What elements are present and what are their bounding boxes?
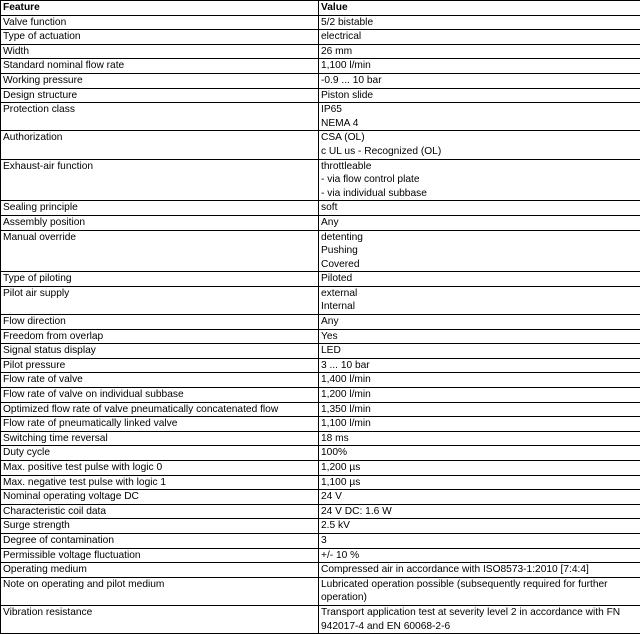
value-line: external <box>321 287 638 301</box>
value-line: IP65 <box>321 103 638 117</box>
value-line: 1,200 l/min <box>321 388 638 402</box>
table-row <box>1 15 640 30</box>
table-row <box>1 519 640 534</box>
value-line: 3 ... 10 bar <box>321 359 638 373</box>
value-cell <box>319 461 640 476</box>
value-line: detenting <box>321 231 638 245</box>
feature-cell: Degree of contamination <box>1 533 319 548</box>
feature-cell: Flow rate of pneumatically linked valve <box>1 417 319 432</box>
feature-cell: Max. negative test pulse with logic 1 <box>1 475 319 490</box>
value-cell <box>319 563 640 578</box>
value-cell <box>319 30 640 45</box>
feature-cell: Manual override <box>1 230 319 272</box>
table-row <box>1 475 640 490</box>
value-line: 5/2 bistable <box>321 16 638 30</box>
value-line: CSA (OL) <box>321 131 638 145</box>
value-line: 3 <box>321 534 638 548</box>
feature-cell: Characteristic coil data <box>1 504 319 519</box>
value-cell <box>319 315 640 330</box>
table-row <box>1 315 640 330</box>
feature-cell: Standard nominal flow rate <box>1 59 319 74</box>
value-cell <box>319 73 640 88</box>
value-cell <box>319 103 640 131</box>
table-row <box>1 504 640 519</box>
value-cell <box>319 402 640 417</box>
value-cell <box>319 504 640 519</box>
feature-cell: Note on operating and pilot medium <box>1 577 319 605</box>
table-row <box>1 131 640 159</box>
feature-cell: Valve function <box>1 15 319 30</box>
value-cell <box>319 373 640 388</box>
feature-cell: Duty cycle <box>1 446 319 461</box>
feature-cell: Sealing principle <box>1 201 319 216</box>
table-row <box>1 563 640 578</box>
value-cell <box>319 548 640 563</box>
value-line: 26 mm <box>321 45 638 59</box>
feature-cell: Flow direction <box>1 315 319 330</box>
table-row <box>1 73 640 88</box>
value-line: Piloted <box>321 272 638 286</box>
feature-cell: Operating medium <box>1 563 319 578</box>
feature-cell: Flow rate of valve on individual subbase <box>1 388 319 403</box>
value-cell <box>319 577 640 605</box>
value-cell <box>319 230 640 272</box>
value-line: Compressed air in accordance with ISO8573-1:2010 [7:4:4] <box>321 563 638 577</box>
table-row <box>1 533 640 548</box>
value-line: NEMA 4 <box>321 117 638 131</box>
value-line: Pushing <box>321 244 638 258</box>
value-line: Internal <box>321 300 638 314</box>
header-value: Value <box>319 1 640 16</box>
value-line: 1,100 l/min <box>321 417 638 431</box>
value-cell <box>319 15 640 30</box>
value-cell <box>319 417 640 432</box>
table-row <box>1 59 640 74</box>
value-line: 2.5 kV <box>321 519 638 533</box>
table-row <box>1 88 640 103</box>
value-line: - via individual subbase <box>321 187 638 201</box>
value-line: 1,400 l/min <box>321 373 638 387</box>
value-line: throttleable <box>321 160 638 174</box>
value-line: Lubricated operation possible (subsequently required for further operation) <box>321 578 638 605</box>
table-row <box>1 402 640 417</box>
table-row <box>1 490 640 505</box>
value-cell <box>319 358 640 373</box>
feature-cell: Pilot pressure <box>1 358 319 373</box>
value-line: 24 V DC: 1.6 W <box>321 505 638 519</box>
feature-cell: Flow rate of valve <box>1 373 319 388</box>
feature-cell: Optimized flow rate of valve pneumatically concatenated flow <box>1 402 319 417</box>
value-cell <box>319 533 640 548</box>
value-line: - via flow control plate <box>321 173 638 187</box>
value-cell <box>319 159 640 201</box>
value-cell <box>319 59 640 74</box>
header-row <box>1 1 640 16</box>
feature-cell: Max. positive test pulse with logic 0 <box>1 461 319 476</box>
feature-cell: Assembly position <box>1 215 319 230</box>
feature-cell: Surge strength <box>1 519 319 534</box>
table-row <box>1 30 640 45</box>
value-cell <box>319 388 640 403</box>
header-feature: Feature <box>1 1 319 16</box>
value-line: 100% <box>321 446 638 460</box>
value-line: Transport application test at severity level 2 in accordance with FN 942017-4 and EN 60068-2-6 <box>321 606 638 633</box>
feature-cell: Permissible voltage fluctuation <box>1 548 319 563</box>
feature-cell: Working pressure <box>1 73 319 88</box>
value-line: 1,350 l/min <box>321 403 638 417</box>
table-header <box>1 1 640 16</box>
value-cell <box>319 446 640 461</box>
table-row <box>1 201 640 216</box>
value-cell <box>319 272 640 287</box>
table-row <box>1 103 640 131</box>
table-body <box>1 15 640 634</box>
value-line: Piston slide <box>321 89 638 103</box>
value-line: Any <box>321 216 638 230</box>
table-row <box>1 286 640 314</box>
table-row <box>1 417 640 432</box>
table-row <box>1 358 640 373</box>
feature-cell: Freedom from overlap <box>1 329 319 344</box>
value-line: 1,100 l/min <box>321 59 638 73</box>
table-row <box>1 461 640 476</box>
value-cell <box>319 131 640 159</box>
value-cell <box>319 201 640 216</box>
value-cell <box>319 475 640 490</box>
value-cell <box>319 605 640 633</box>
value-cell <box>319 88 640 103</box>
table-row <box>1 329 640 344</box>
value-line: 1,200 µs <box>321 461 638 475</box>
feature-cell: Vibration resistance <box>1 605 319 633</box>
table-row <box>1 548 640 563</box>
table-row <box>1 159 640 201</box>
table-row <box>1 230 640 272</box>
value-line: c UL us - Recognized (OL) <box>321 145 638 159</box>
table-row <box>1 577 640 605</box>
feature-cell: Pilot air supply <box>1 286 319 314</box>
value-line: Covered <box>321 258 638 272</box>
feature-cell: Protection class <box>1 103 319 131</box>
table-row <box>1 215 640 230</box>
value-line: soft <box>321 201 638 215</box>
feature-cell: Switching time reversal <box>1 431 319 446</box>
value-cell <box>319 286 640 314</box>
value-line: 18 ms <box>321 432 638 446</box>
value-line: LED <box>321 344 638 358</box>
value-line: 1,100 µs <box>321 476 638 490</box>
table-row <box>1 44 640 59</box>
value-cell <box>319 490 640 505</box>
table-row <box>1 344 640 359</box>
feature-cell: Authorization <box>1 131 319 159</box>
value-cell <box>319 329 640 344</box>
feature-cell: Type of piloting <box>1 272 319 287</box>
feature-cell: Signal status display <box>1 344 319 359</box>
feature-cell: Width <box>1 44 319 59</box>
table-row <box>1 373 640 388</box>
table-row <box>1 272 640 287</box>
feature-cell: Nominal operating voltage DC <box>1 490 319 505</box>
value-line: +/- 10 % <box>321 549 638 563</box>
value-line: -0.9 ... 10 bar <box>321 74 638 88</box>
value-cell <box>319 519 640 534</box>
table-row <box>1 446 640 461</box>
value-cell <box>319 344 640 359</box>
value-cell <box>319 431 640 446</box>
value-cell <box>319 44 640 59</box>
feature-cell: Exhaust-air function <box>1 159 319 201</box>
value-cell <box>319 215 640 230</box>
table-row <box>1 388 640 403</box>
value-line: 24 V <box>321 490 638 504</box>
value-line: Yes <box>321 330 638 344</box>
table-row <box>1 605 640 633</box>
feature-cell: Design structure <box>1 88 319 103</box>
feature-cell: Type of actuation <box>1 30 319 45</box>
table-row <box>1 431 640 446</box>
value-line: electrical <box>321 30 638 44</box>
value-line: Any <box>321 315 638 329</box>
